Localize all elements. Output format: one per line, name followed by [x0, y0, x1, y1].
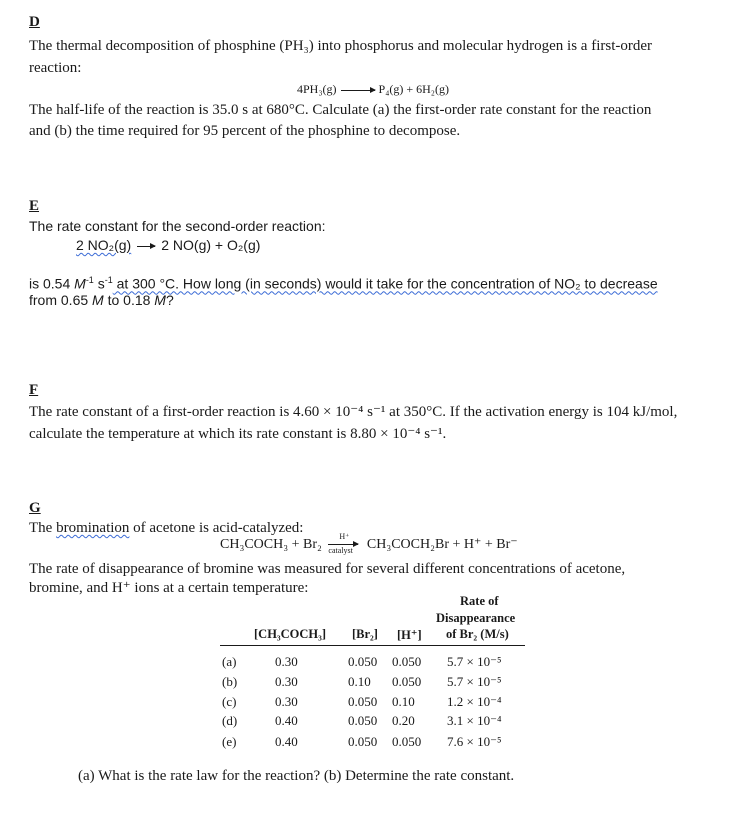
- table-cell-h: 0.050: [392, 654, 422, 669]
- equation-products: 2 NO(g) + O₂(g): [161, 237, 261, 253]
- unit-molarity: M: [92, 292, 104, 308]
- header-acetone: [CH₃COCH₃]: [254, 627, 327, 641]
- table-cell-br2: 0.050: [348, 734, 378, 749]
- exponent: -1: [85, 275, 94, 285]
- catalyst-label: H⁺: [339, 532, 350, 541]
- table-cell-acetone: 0.30: [275, 674, 298, 689]
- equation-reactants: 2 NO₂(g): [76, 237, 132, 253]
- table-cell-acetone: 0.30: [275, 654, 298, 669]
- reaction-arrow-icon: [328, 544, 358, 545]
- header-rate-3: of Br₂ (M/s): [446, 627, 509, 641]
- table-cell-rate: 1.2 × 10⁻⁴: [447, 694, 502, 709]
- table-cell-rate: 3.1 × 10⁻⁴: [447, 713, 502, 728]
- table-cell-label: (b): [222, 674, 238, 689]
- table-cell-br2: 0.10: [348, 674, 371, 689]
- section-letter-g: G: [29, 500, 41, 516]
- header-rate-1: Rate of: [460, 594, 499, 608]
- header-rate-2: Disappearance: [436, 611, 516, 625]
- section-letter-e: E: [29, 198, 40, 214]
- section-letter-f: F: [29, 382, 39, 398]
- section-e-line-3: [29, 290, 174, 310]
- section-g-line-2: The rate of disappearance of bromine was measured for several different concentrations of acetone,: [29, 561, 626, 577]
- equation-reactants: 4PH₃(g): [297, 82, 337, 96]
- table-cell-label: (c): [222, 694, 237, 709]
- table-cell-br2: 0.050: [348, 654, 378, 669]
- unit-molarity: M: [154, 292, 166, 308]
- table-cell-h: 0.10: [392, 694, 415, 709]
- table-cell-rate: 7.6 × 10⁻⁵: [447, 734, 502, 749]
- table-cell-rate: 5.7 × 10⁻⁵: [447, 674, 502, 689]
- section-d-line-3: The half-life of the reaction is 35.0 s at 680°C. Calculate (a) the first-order rate constant for the reaction: [29, 102, 652, 118]
- text-fragment: s: [93, 275, 105, 292]
- table-cell-h: 0.050: [392, 734, 422, 749]
- table-cell-br2: 0.050: [348, 694, 378, 709]
- table-cell-acetone: 0.30: [275, 694, 298, 709]
- section-g-equation: [220, 532, 518, 555]
- table-cell-h: 0.050: [392, 674, 422, 689]
- text-fragment: ?: [165, 292, 174, 308]
- unit-molarity: M: [74, 275, 86, 292]
- table-cell-label: (a): [222, 654, 237, 669]
- equation-products: P₄(g) + 6H₂(g): [378, 82, 449, 96]
- section-d-line-4: and (b) the time required for 95 percent of the phosphine to decompose.: [29, 123, 461, 139]
- catalyst-label: catalyst: [328, 546, 353, 555]
- section-f-line-2: calculate the temperature at which its rate constant is 8.80 × 10⁻⁴ s⁻¹.: [29, 426, 447, 442]
- header-h-ion: [H⁺]: [397, 628, 422, 642]
- header-br2: [Br₂]: [352, 627, 378, 641]
- section-e-equation: [76, 235, 260, 255]
- section-g-line-1: [29, 518, 303, 538]
- text-fragment: is 0.54: [29, 275, 75, 292]
- equation-products: CH₃COCH₂Br + H⁺ + Br⁻: [366, 537, 518, 553]
- table-rule: [220, 645, 525, 646]
- table-cell-label: (e): [222, 734, 237, 749]
- section-letter-d: D: [29, 14, 40, 30]
- table-cell-h: 0.20: [392, 713, 415, 728]
- section-g-line-3: bromine, and H⁺ ions at a certain temperature:: [29, 580, 309, 596]
- text-fragment: The: [29, 520, 57, 536]
- table-cell-acetone: 0.40: [275, 734, 298, 749]
- table-cell-rate: 5.7 × 10⁻⁵: [447, 654, 502, 669]
- reaction-arrow-icon: [137, 246, 155, 247]
- text-fragment: of acetone is acid-catalyzed:: [129, 520, 304, 536]
- table-cell-acetone: 0.40: [275, 713, 298, 728]
- section-g-question: (a) What is the rate law for the reaction? (b) Determine the rate constant.: [78, 768, 515, 784]
- table-cell-label: (d): [222, 713, 238, 728]
- catalyzed-arrow: [327, 532, 361, 555]
- section-d-equation: [297, 82, 449, 97]
- section-f-line-1: The rate constant of a first-order reaction is 4.60 × 10⁻⁴ s⁻¹ at 350°C. If the activation energy is 104 kJ/mol,: [29, 404, 678, 420]
- text-fragment: to 0.18: [103, 292, 155, 308]
- reaction-arrow-icon: [341, 90, 375, 91]
- text-fragment: from 0.65: [29, 292, 93, 308]
- section-d-line-2: reaction:: [29, 60, 82, 76]
- equation-reactants: CH₃COCH₃ + Br₂: [220, 537, 322, 553]
- exponent: -1: [104, 275, 113, 285]
- section-d-line-1: The thermal decomposition of phosphine (PH₃) into phosphorus and molecular hydrogen is a first-order: [29, 38, 653, 54]
- section-e-line-1: The rate constant for the second-order reaction:: [29, 218, 326, 234]
- text-fragment: bromination: [56, 520, 130, 536]
- table-cell-br2: 0.050: [348, 713, 378, 728]
- text-fragment: at 300 °C. How long (in seconds) would it take for the concentration of NO₂ to decrease: [112, 275, 658, 292]
